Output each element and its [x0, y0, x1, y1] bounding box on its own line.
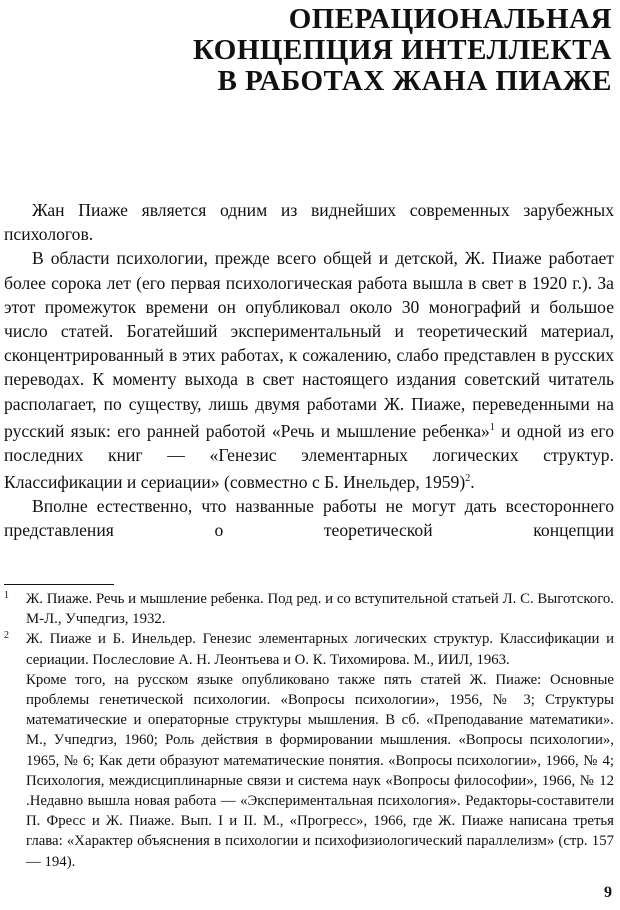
chapter-title-line-3: В РАБОТАХ ЖАНА ПИАЖЕ: [217, 65, 612, 97]
footnote-divider: [4, 584, 114, 585]
footnote-extra: [4, 670, 614, 872]
footnote-2-text: Ж. Пиаже и Б. Инельдер. Генезис элементарных логических структур. Классификации и сериации. Послесловие А. Н. Леонтьева и О. К. Тихомирова. М., ИИЛ, 1963.: [26, 631, 614, 668]
body-text: [4, 198, 614, 543]
chapter-title-line-2: КОНЦЕПЦИЯ ИНТЕЛЛЕКТА: [192, 34, 612, 66]
footnote-2-mark: 2: [4, 630, 9, 642]
paragraph-2-end: .: [470, 471, 475, 492]
footnote-1-mark: 1: [4, 590, 9, 601]
footnote-2: [4, 629, 614, 669]
footnote-extra-text: Кроме того, на русском языке опубликовано также пять статей Ж. Пиаже: Основные проблемы генетической психологии. «Вопросы психологии», 1956, № 3; Структуры математические и операторные структуры мышления. В сб. «Преподавание математики». М., Учпедгиз, 1960; Роль действия в формировании мышления. «Вопросы психологии», 1965, № 6; Как дети образуют математические понятия. «Вопросы психологии», 1966, № 4; Психология, междисциплинарные связи и система наук «Вопросы философии», 1966, № 12 .Недавно вышла новая работа — «Экспериментальная психология». Редакторы-составители П. Фресс и Ж. Пиаже. Вып. I и II. М., «Прогресс», 1966, где Ж. Пиаже написана третья глава: «Характер объяснения в психологии и психофизиологический параллелизм» (стр. 157 — 194).: [26, 671, 614, 870]
paragraph-2: [4, 246, 614, 494]
footnote-1: [4, 589, 614, 629]
footnotes: [4, 589, 614, 872]
chapter-title-line-1: ОПЕРАЦИОНАЛЬНАЯ: [288, 3, 612, 35]
paragraph-2-text: В области психологии, прежде всего общей и детской, Ж. Пиаже работает более сорока лет (его первая психологическая работа вышла в свет в 1920 г.). За этот промежуток времени он опубликовал около 30 монографий и большое число статей. Богатейший экспериментальный и теоретический материал, сконцентрированный в этих работах, к сожалению, слабо представлен в русских переводах. К моменту выхода в свет настоящего издания советский читатель располагает, по существу, лишь двумя работами Ж. Пиаже, переведенными на русский язык: его ранней работой «Речь и мышление ребенка»: [4, 248, 614, 441]
chapter-title: [192, 4, 612, 97]
paragraph-3: Вполне естественно, что названные работы не могут дать всестороннего представления о теоретической концепции: [4, 496, 614, 541]
footnote-ref-2: 2: [465, 473, 471, 485]
footnote-1-text: Ж. Пиаже. Речь и мышление ребенка. Под ред. и со вступительной статьей Л. С. Выготского. М-Л., Учпедгиз, 1932.: [26, 591, 614, 628]
footnote-ref-1: 1: [489, 421, 495, 433]
paragraph-2-continued: и одной из его последних книг — «Генезис элементарных логических структур. Классификации и сериации» (совместно с Б. Инельдер, 1959): [4, 420, 614, 492]
page-number: 9: [604, 884, 612, 901]
paragraph-1: Жан Пиаже является одним из виднейших современных зарубежных психологов.: [4, 200, 614, 245]
